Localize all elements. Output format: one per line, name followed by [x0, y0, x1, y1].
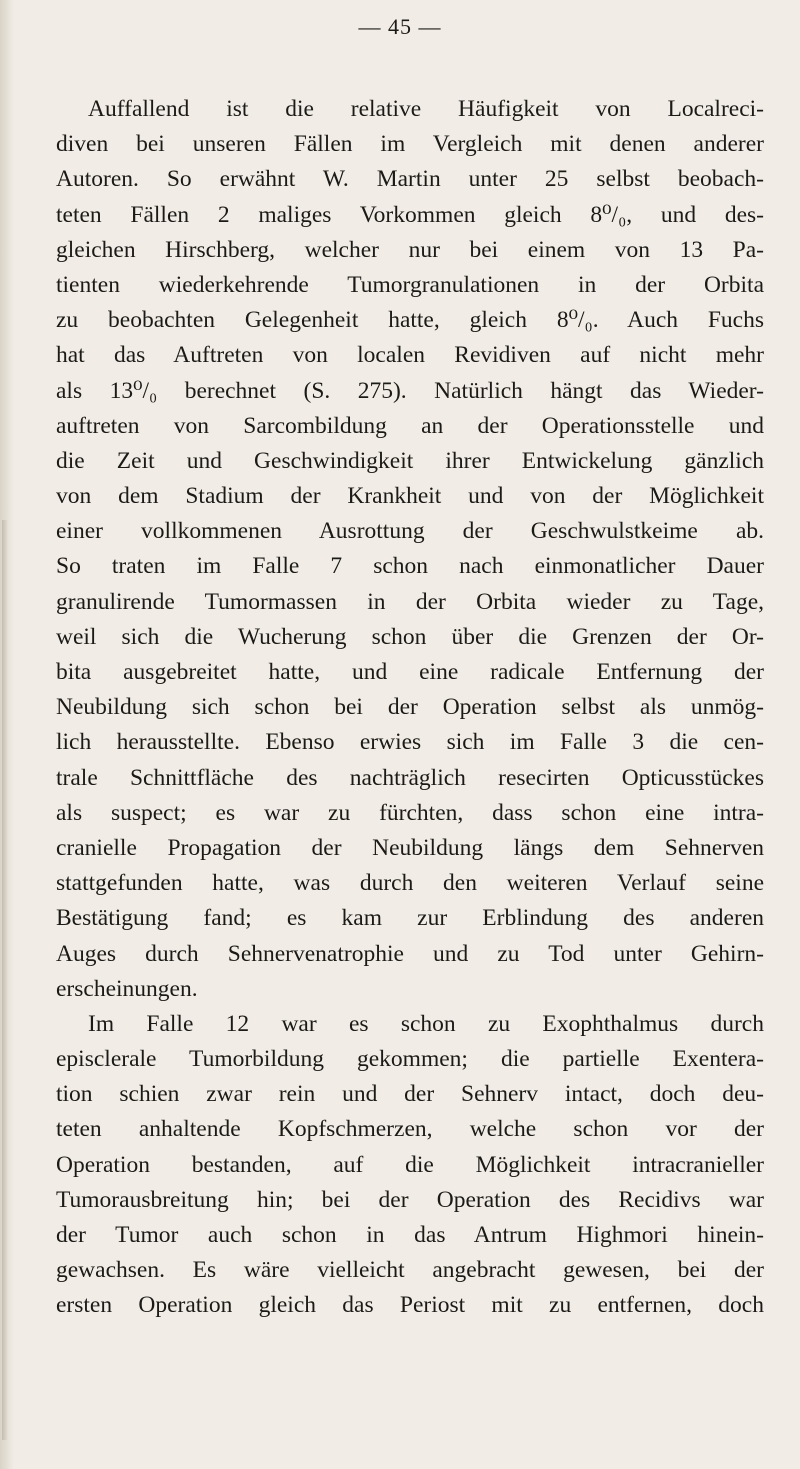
text-line: Operation bestanden, auf die Möglichkeit intracranieller: [56, 1151, 764, 1178]
text-line: cranielle Propagation der Neubildung längs dem Sehnerven: [56, 834, 764, 861]
text-line: der Tumor auch schon in das Antrum Highmori hinein-: [56, 1222, 764, 1248]
text-line: Tumorausbreitung hin; bei der Operation des Recidivs war: [56, 1186, 764, 1213]
page-number: — 45 —: [358, 14, 442, 39]
text-line: Bestätigung fand; es kam zur Erblindung des anderen: [56, 905, 764, 932]
text-line: teten anhaltende Kopfschmerzen, welche schon vor der: [56, 1116, 764, 1143]
text-line: Im Falle 12 war es schon zu Exophthalmus durch: [88, 1010, 764, 1037]
text-line: episclerale Tumorbildung gekommen; die partielle Exentera-: [56, 1046, 764, 1073]
text-line: zu beobachten Gelegenheit hatte, gleich 8⁰/₀. Auch Fuchs: [56, 307, 764, 334]
body-text: [56, 92, 764, 1324]
text-line: als suspect; es war zu fürchten, dass schon eine intra-: [56, 799, 764, 826]
text-line: tienten wiederkehrende Tumorgranulationen in der Orbita: [56, 271, 764, 298]
text-line: Autoren. So erwähnt W. Martin unter 25 selbst beobach-: [56, 166, 764, 193]
text-line: trale Schnittfläche des nachträglich resecirten Opticusstückes: [56, 764, 764, 791]
text-line: Auffallend ist die relative Häufigkeit von Localreci-: [88, 96, 764, 122]
paragraph-1: [56, 92, 764, 1007]
text-line: einer vollkommenen Ausrottung der Geschwulstkeime ab.: [56, 518, 764, 545]
text-line: stattgefunden hatte, was durch den weiteren Verlauf seine: [56, 870, 764, 897]
text-line: granulirende Tumormassen in der Orbita wieder zu Tage,: [56, 588, 764, 615]
text-line: als 13⁰/₀ berechnet (S. 275). Natürlich hängt das Wieder-: [56, 377, 764, 404]
text-line: hat das Auftreten von localen Revidiven auf nicht mehr: [56, 342, 764, 369]
text-line: gewachsen. Es wäre vielleicht angebracht gewesen, bei der: [56, 1257, 764, 1284]
binding-gutter: [2, 520, 8, 1440]
text-line: bita ausgebreitet hatte, und eine radicale Entfernung der: [56, 659, 764, 685]
text-line: weil sich die Wucherung schon über die Grenzen der Or-: [56, 623, 764, 650]
text-line: auftreten von Sarcombildung an der Operationsstelle und: [56, 412, 764, 439]
paragraph-2: [56, 1007, 764, 1324]
text-line: von dem Stadium der Krankheit und von der Möglichkeit: [56, 483, 764, 510]
text-line: tion schien zwar rein und der Sehnerv intact, doch deu-: [56, 1081, 764, 1108]
text-line: diven bei unseren Fällen im Vergleich mit denen anderer: [56, 131, 764, 158]
text-line: ersten Operation gleich das Periost mit zu entfernen, doch: [56, 1292, 764, 1319]
text-line: gleichen Hirschberg, welcher nur bei einem von 13 Pa-: [56, 236, 764, 263]
text-line: die Zeit und Geschwindigkeit ihrer Entwickelung gänzlich: [56, 447, 764, 474]
text-line: So traten im Falle 7 schon nach einmonatlicher Dauer: [56, 553, 764, 580]
text-line: Auges durch Sehnervenatrophie und zu Tod unter Gehirn-: [56, 940, 764, 967]
text-line: Neubildung sich schon bei der Operation selbst als unmög-: [56, 694, 764, 721]
text-line: teten Fällen 2 maliges Vorkommen gleich 8⁰/₀, und des-: [56, 201, 764, 228]
text-line: lich herausstellte. Ebenso erwies sich im Falle 3 die cen-: [56, 729, 764, 756]
text-line: erscheinungen.: [56, 975, 198, 1002]
